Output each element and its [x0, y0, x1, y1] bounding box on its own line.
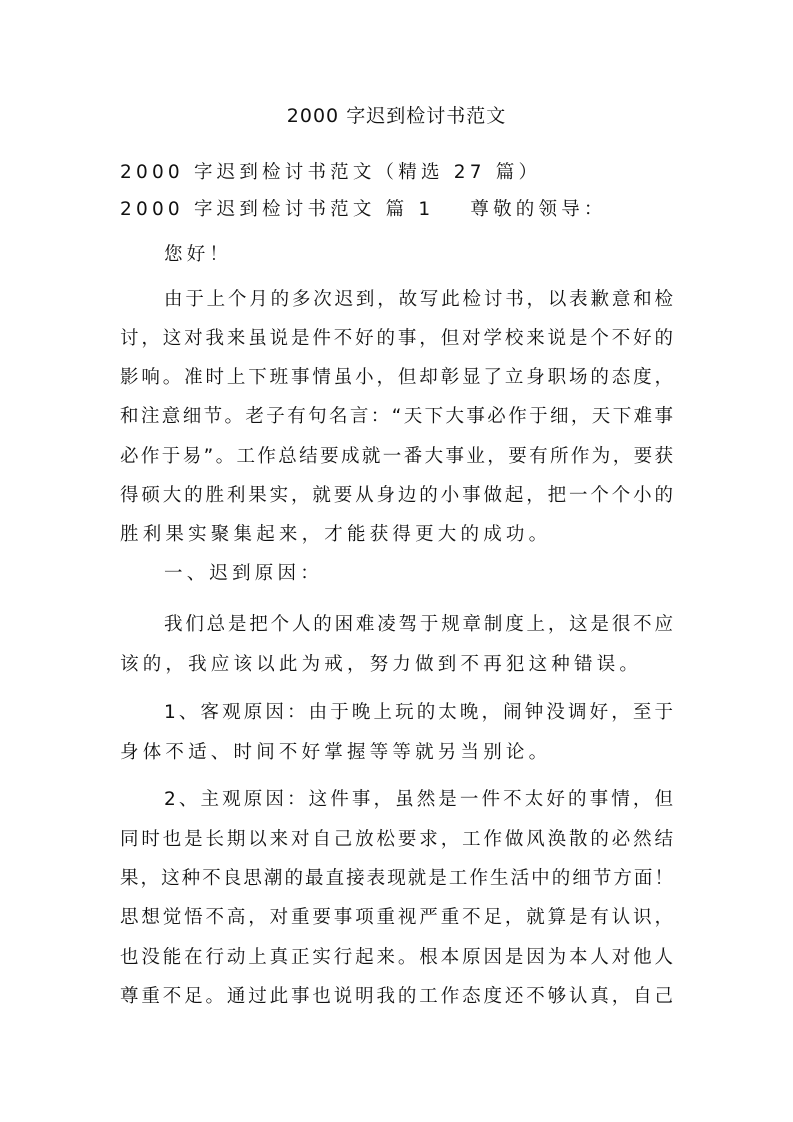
- paragraph-line: 由于上个月的多次迟到，故写此检讨书，以表歉意和检: [164, 289, 673, 310]
- salutation: 尊敬的领导：: [470, 199, 607, 220]
- paragraph-line: 和注意细节。老子有句名言：“天下大事必作于细，天下难事: [120, 406, 673, 427]
- paragraph-line: 该的，我应该以此为戒，努力做到不再犯这种错误。: [120, 654, 643, 675]
- article-heading-line: [120, 197, 607, 223]
- paragraph-line: 1、客观原因：由于晚上玩的太晚，闹钟没调好，至于: [164, 702, 673, 723]
- paragraph-line: 影响。准时上下班事情虽小，但却彰显了立身职场的态度，: [120, 367, 673, 388]
- document-subtitle: 2000 字迟到检讨书范文（精选 27 篇）: [120, 162, 542, 183]
- paragraph-line: 2、主观原因：这件事，虽然是一件不太好的事情，但: [164, 789, 673, 810]
- article-heading: 2000 字迟到检讨书范文 篇 1: [120, 199, 435, 220]
- greeting: 您好！: [164, 244, 233, 265]
- paragraph-line: 思想觉悟不高，对重要事项重视严重不足，就算是有认识，: [120, 907, 673, 928]
- document-title: 2000 字迟到检讨书范文: [286, 105, 507, 127]
- paragraph-line: 同时也是长期以来对自己放松要求，工作做风涣散的必然结: [120, 829, 673, 850]
- paragraph-line: 必作于易”。工作总结要成就一番大事业，要有所作为，要获: [120, 446, 673, 467]
- paragraph-line: 胜利果实聚集起来，才能获得更大的成功。: [120, 524, 552, 545]
- section-heading: 一、迟到原因：: [164, 563, 323, 584]
- paragraph-line: 果，这种不良思潮的最直接表现就是工作生活中的细节方面！: [120, 868, 673, 889]
- paragraph-line: 尊重不足。通过此事也说明我的工作态度还不够认真，自己: [120, 986, 673, 1007]
- paragraph-line: 讨，这对我来虽说是件不好的事，但对学校来说是个不好的: [120, 328, 673, 349]
- paragraph-line: 得硕大的胜利果实，就要从身边的小事做起，把一个个小的: [120, 485, 673, 506]
- paragraph-line: 身体不适、时间不好掌握等等就另当别论。: [120, 742, 552, 763]
- paragraph-line: 也没能在行动上真正实行起来。根本原因是因为本人对他人: [120, 947, 673, 968]
- paragraph-line: 我们总是把个人的困难凌驾于规章制度上，这是很不应: [164, 614, 673, 635]
